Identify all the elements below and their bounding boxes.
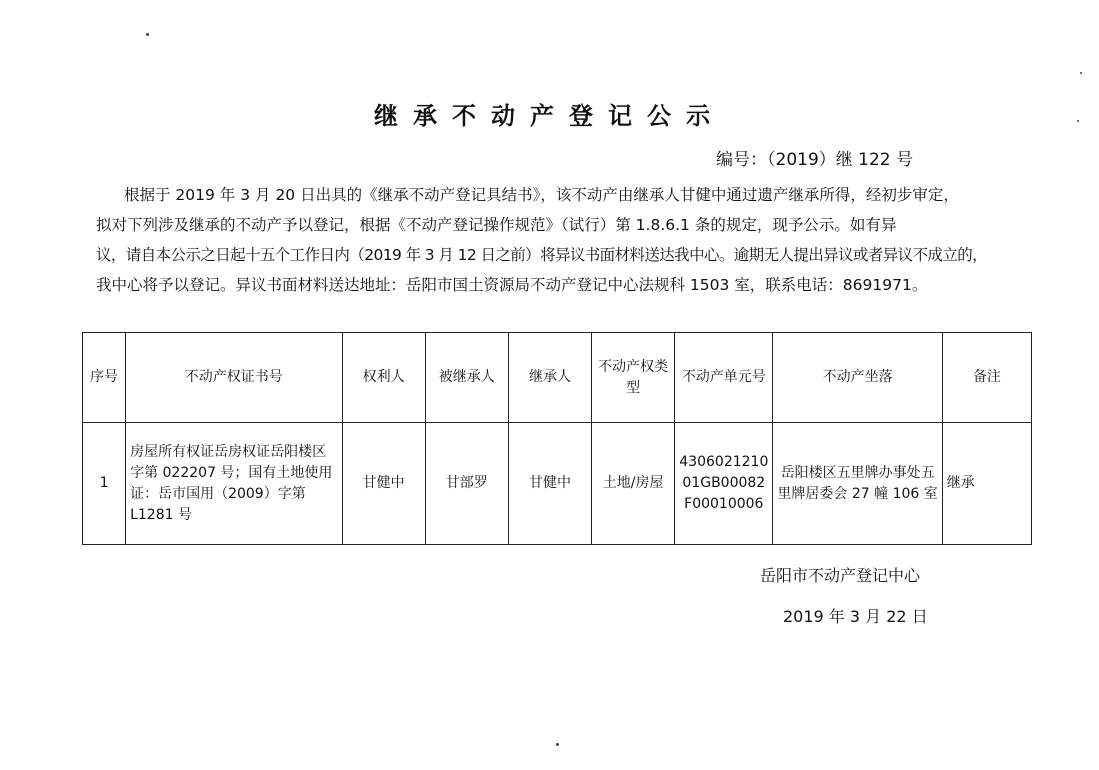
cell-decedent: 甘部罗 [425,423,508,545]
paragraph-line: 根据于 2019 年 3 月 20 日出具的《继承不动产登记具结书》，该不动产由继承人甘健中通过遗产继承所得，经初步审定， [124,186,959,204]
header-note: 备注 [942,333,1031,423]
header-unit-number: 不动产单元号 [675,333,773,423]
header-heir: 继承人 [508,333,591,423]
issuer-name: 岳阳市不动产登记中心 [760,566,921,585]
header-right-type: 不动产权类型 [592,333,675,423]
document-serial-number: 编号：（2019）继 122 号 [716,150,914,170]
registration-table [82,332,1032,545]
table-row [83,423,1032,545]
header-decedent: 被继承人 [425,333,508,423]
cell-right-holder: 甘健中 [342,423,425,545]
paragraph-line: 议，请自本公示之日起十五个工作日内（2019 年 3 月 12 日之前）将异议书面材料送达我中心。逾期无人提出异议或者异议不成立的， [96,246,988,264]
scan-speck [1077,120,1079,122]
cell-right-type: 土地/房屋 [592,423,675,545]
header-cert-number: 不动产权证书号 [126,333,342,423]
cell-cert-number: 房屋所有权证岳房权证岳阳楼区字第 022207 号；国有土地使用证：岳市国用（2009）字第 L1281 号 [126,423,342,545]
scan-speck [1080,72,1082,74]
cell-location: 岳阳楼区五里牌办事处五里牌居委会 27 幢 106 室 [773,423,942,545]
paragraph-line: 拟对下列涉及继承的不动产予以登记，根据《不动产登记操作规范》（试行）第 1.8.6.1 条的规定，现予公示。如有异 [96,216,897,234]
scan-speck [146,33,149,36]
scan-speck [556,743,559,746]
cell-note: 继承 [942,423,1031,545]
issue-date: 2019 年 3 月 22 日 [783,607,928,626]
header-location: 不动产坐落 [773,333,942,423]
notice-paragraph [96,180,1006,300]
document-title: 继承不动产登记公示 [374,102,725,130]
table-header-row [83,333,1032,423]
header-seq: 序号 [83,333,126,423]
paragraph-line: 我中心将予以登记。异议书面材料送达地址：岳阳市国土资源局不动产登记中心法规科 1503 室，联系电话：8691971。 [96,276,928,294]
cell-heir: 甘健中 [508,423,591,545]
cell-seq: 1 [83,423,126,545]
header-right-holder: 权利人 [342,333,425,423]
cell-unit-number: 430602121001GB00082F00010006 [675,423,773,545]
